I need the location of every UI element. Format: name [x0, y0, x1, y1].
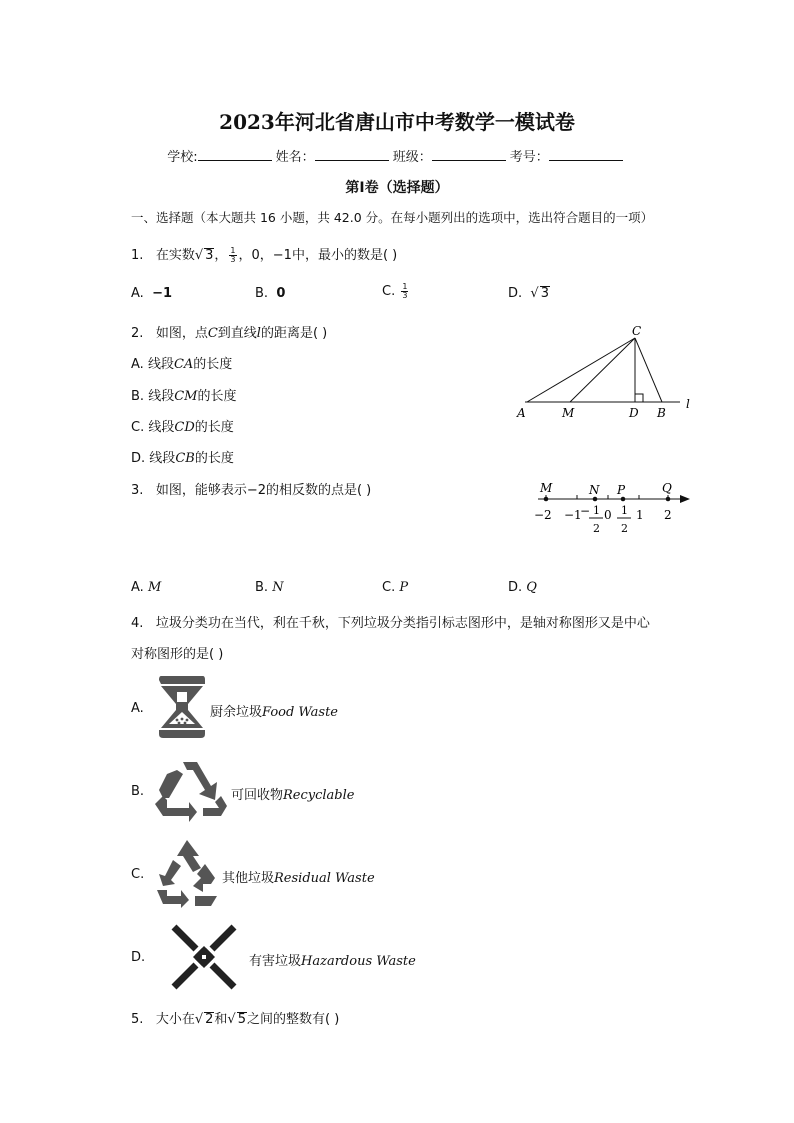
neg-half-den: 2: [593, 522, 600, 535]
point-label-q: Q: [662, 481, 672, 495]
q2-option-c[interactable]: C. 线段CD的长度: [131, 420, 234, 435]
point-n: [593, 497, 598, 502]
point-p: [621, 497, 626, 502]
question-1: 1. 在实数√ 3， $\frac{1}{3}$ ，0，−1中，最小的数是( ): [131, 246, 398, 264]
section-heading: 一、选择题（本大题共 16 小题，共 42.0 分。在每小题列出的选项中，选出符合题目的一项）: [131, 210, 654, 225]
tick-label-0: 0: [604, 508, 612, 522]
q4-option-b-text: 可回收物Recyclable: [231, 788, 355, 803]
q4-option-b-label[interactable]: B.: [131, 784, 145, 799]
q1-option-c[interactable]: C. $\frac{1}{3}$: [382, 282, 408, 300]
tick-label-1: 1: [636, 508, 644, 522]
school-blank: [198, 148, 272, 161]
fig-label-c: C: [632, 324, 642, 338]
q1-pre: 在实数: [155, 248, 195, 263]
q1-fraction: $\frac{1}{3}$: [230, 246, 236, 264]
q1-option-b[interactable]: B. 0: [255, 286, 286, 301]
q3-option-a[interactable]: A. M: [131, 580, 162, 595]
class-label: 班级：: [392, 150, 432, 165]
tick-label-neg2: −2: [534, 508, 552, 522]
neg-half-sign: −: [580, 504, 591, 518]
q2-option-a[interactable]: A. 线段CA的长度: [131, 357, 233, 372]
q3-number-line: [530, 478, 695, 540]
q3-option-b[interactable]: B. N: [255, 580, 284, 595]
school-label: 学校:: [167, 150, 198, 165]
q3-option-c[interactable]: C. P: [382, 580, 409, 595]
hazardous-waste-icon[interactable]: [171, 924, 237, 990]
neg-half-num: 1: [593, 504, 600, 517]
q3-option-d[interactable]: D. Q: [508, 580, 537, 595]
name-blank: [315, 148, 389, 161]
point-label-m: M: [540, 481, 553, 495]
q4-option-d-label[interactable]: D.: [131, 950, 146, 965]
residual-waste-icon[interactable]: [153, 838, 221, 910]
name-label: 姓名：: [275, 150, 315, 165]
question-5: 5. 大小在√ 2和√ 5之间的整数有( ): [131, 1012, 340, 1027]
point-label-p: P: [617, 483, 626, 497]
fig-label-a: A: [517, 406, 526, 420]
q1-option-a[interactable]: A. −1: [131, 286, 173, 301]
food-waste-icon[interactable]: [155, 672, 209, 742]
q4-option-a-label[interactable]: A.: [131, 701, 144, 716]
exam-no-blank: [549, 148, 623, 161]
q2-option-b[interactable]: B. 线段CM的长度: [131, 389, 237, 404]
q1-number: 1.: [131, 248, 144, 263]
tick-label-2: 2: [664, 508, 672, 522]
fig-label-b: B: [657, 406, 666, 420]
question-3: 3. 如图，能够表示−2的相反数的点是( ): [131, 483, 372, 498]
q2-option-d[interactable]: D. 线段CB的长度: [131, 451, 234, 466]
exam-no-label: 考号：: [509, 150, 549, 165]
q1-sqrt: √ 3: [194, 248, 214, 263]
q4-option-c-label[interactable]: C.: [131, 867, 145, 882]
q4-option-d-text: 有害垃圾Hazardous Waste: [249, 954, 416, 969]
volume-heading: 第Ⅰ卷（选择题）: [345, 180, 449, 196]
question-4-line2: 对称图形的是( ): [131, 647, 224, 662]
pos-half-den: 2: [621, 522, 628, 535]
question-2: 2. 如图，点C到直线l的距离是( ): [131, 326, 328, 341]
student-info-line: [0, 146, 794, 165]
fig-label-l: l: [686, 397, 690, 411]
point-q: [666, 497, 671, 502]
page-title: 2023年河北省唐山市中考数学一模试卷: [219, 110, 575, 134]
fig-label-d: D: [629, 406, 639, 420]
fig-label-m: M: [562, 406, 575, 420]
q1-rest: ，0，−1中，最小的数是( ): [238, 248, 398, 263]
q4-option-a-text: 厨余垃圾Food Waste: [210, 705, 339, 720]
class-blank: [432, 148, 506, 161]
question-4-line1: 4. 垃圾分类功在当代，利在千秋，下列垃圾分类指引标志图形中，是轴对称图形又是中心: [131, 616, 650, 631]
q2-geometry-figure: [510, 322, 700, 424]
q1-option-d[interactable]: D. √ 3: [508, 286, 549, 301]
point-label-n: N: [589, 483, 600, 497]
point-m: [544, 497, 549, 502]
recycle-icon[interactable]: [153, 756, 229, 824]
q4-option-c-text: 其他垃圾Residual Waste: [222, 871, 375, 886]
pos-half-num: 1: [621, 504, 628, 517]
tick-label-neg1: −1: [564, 508, 582, 522]
